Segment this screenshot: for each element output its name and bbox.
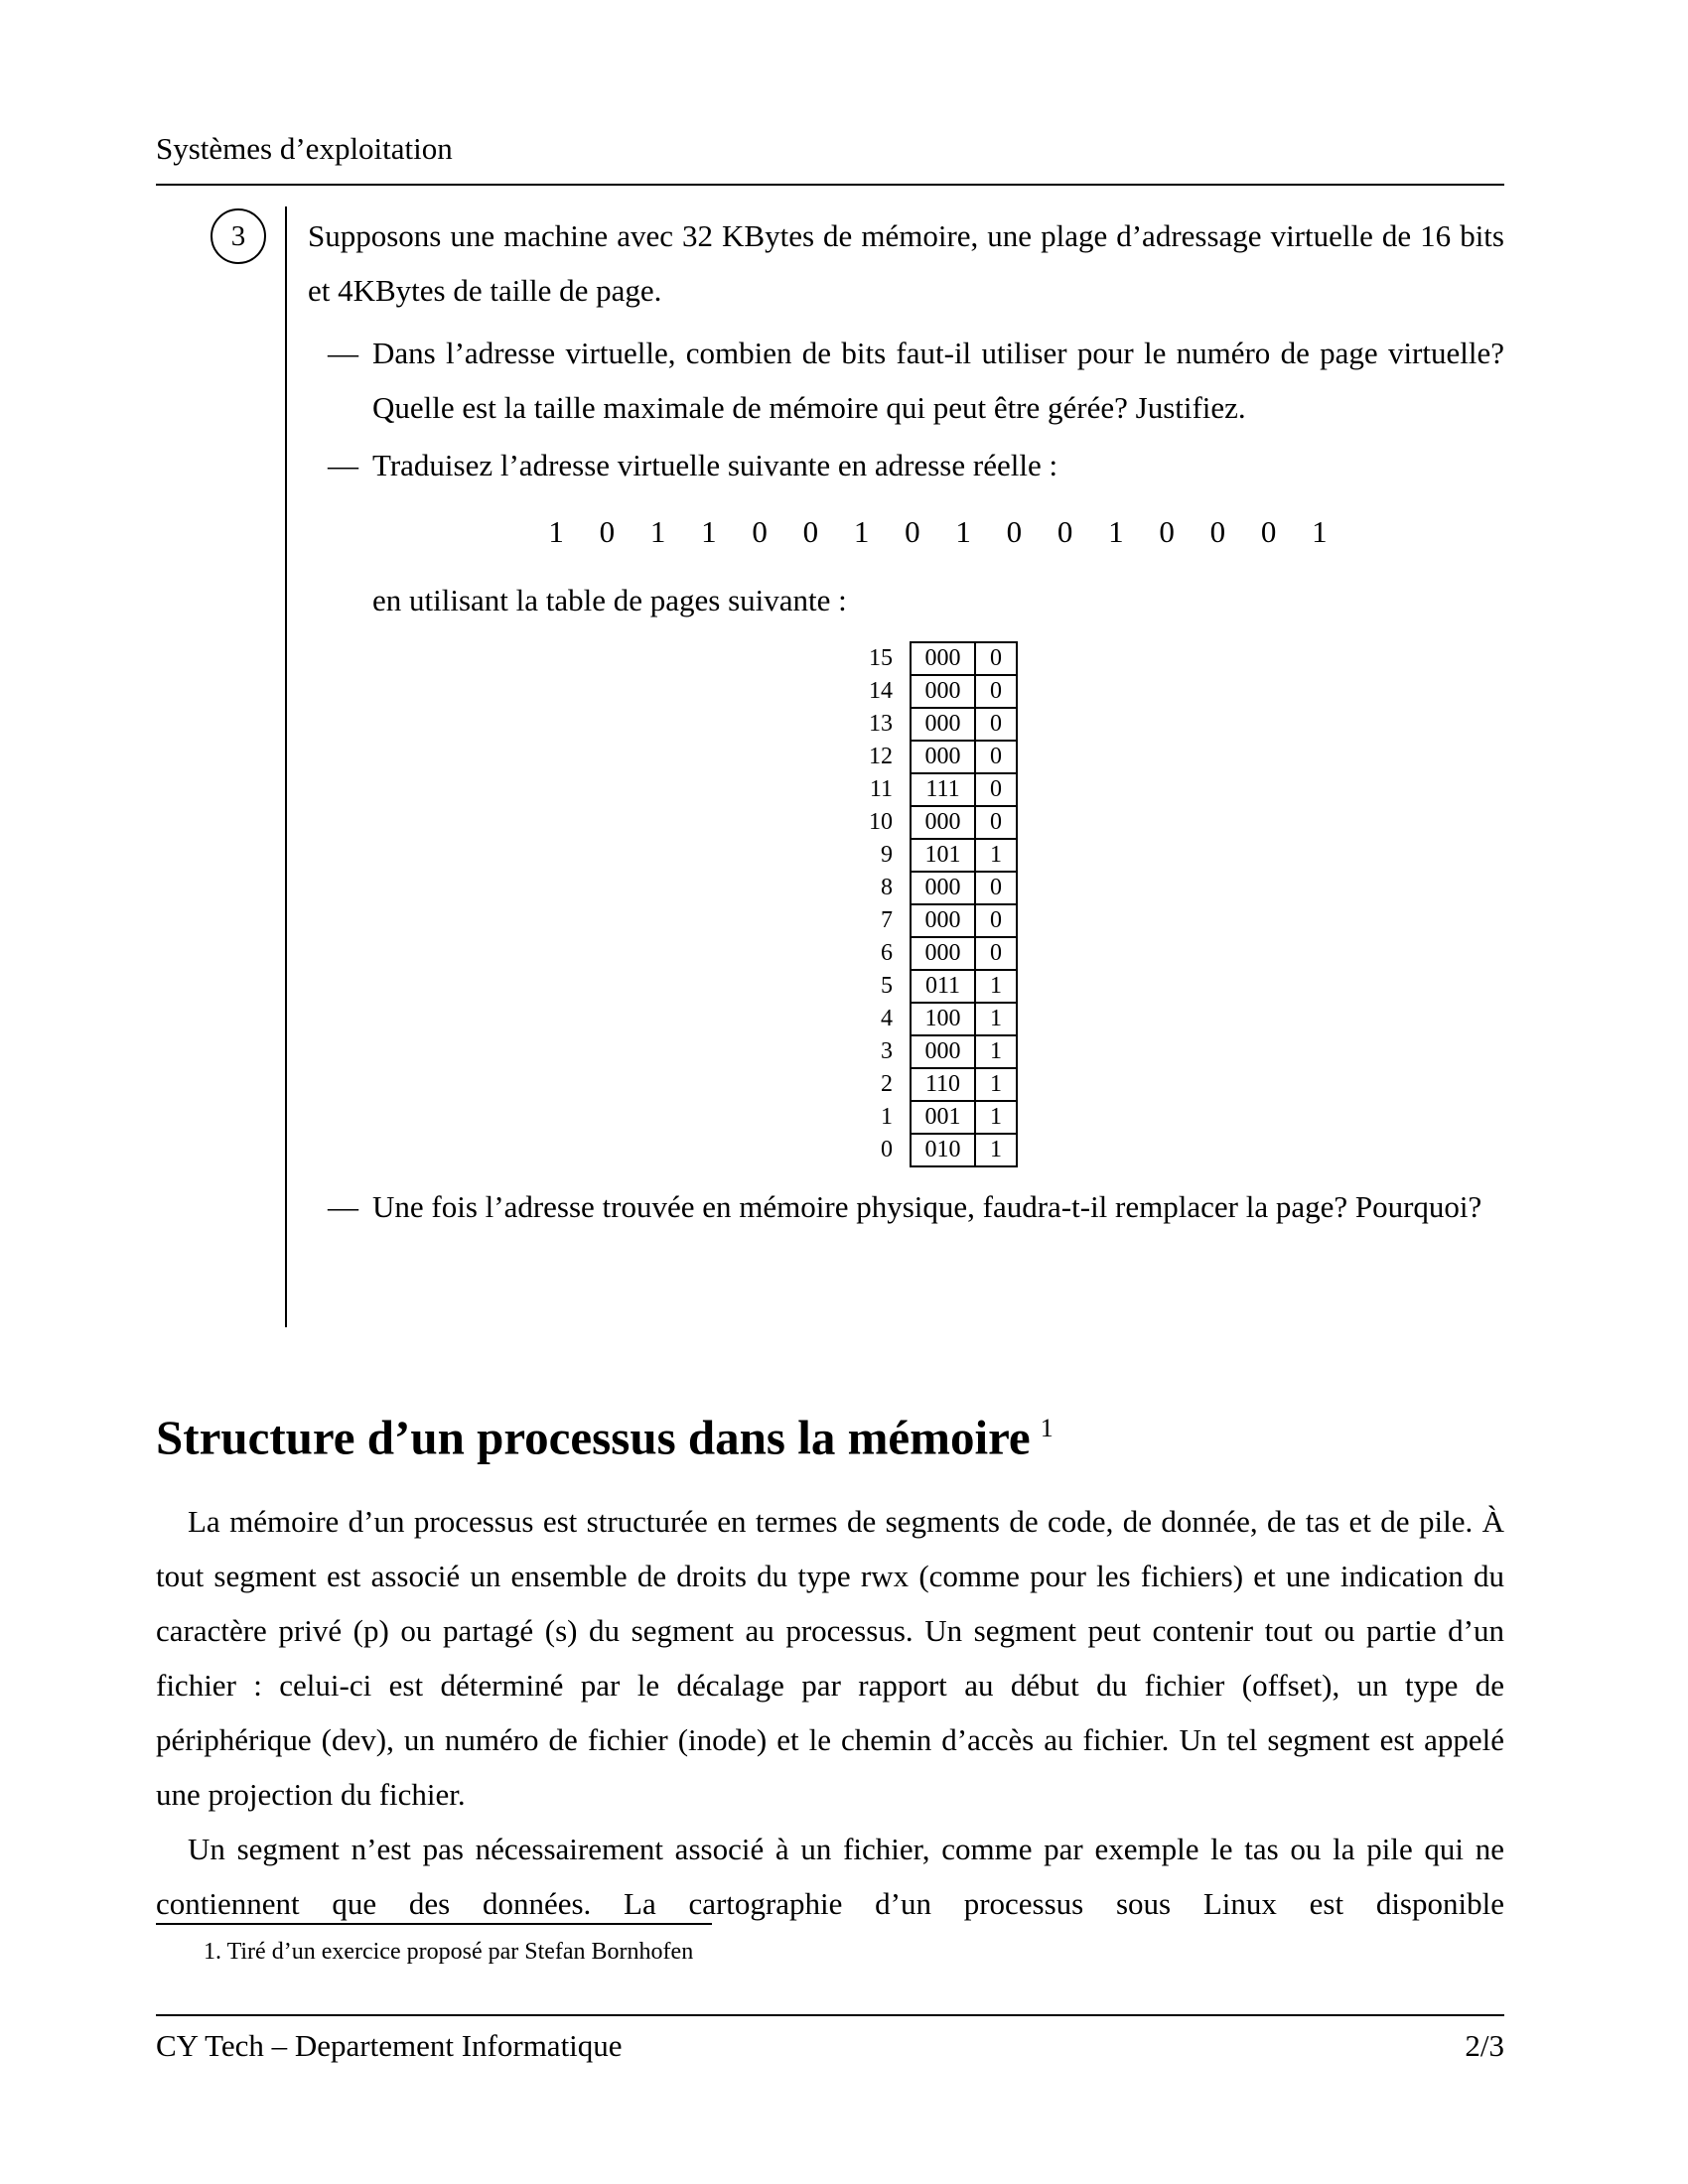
page-index-label: 12 [869, 744, 893, 769]
page-table-row [814, 1133, 1018, 1167]
present-bit-cell: 0 [974, 903, 1018, 938]
present-bit-cell: 1 [974, 1067, 1018, 1102]
present-bit-cell: 0 [974, 871, 1018, 905]
frame-value-cell: 001 [910, 1100, 976, 1135]
frame-value-cell: 000 [910, 871, 976, 905]
section-title-text: Structure d’un processus dans la mémoire [156, 1410, 1031, 1465]
footnote-text: 1. Tiré d’un exercice proposé par Stefan Bornhofen [204, 1939, 694, 1966]
list-item [328, 1179, 1504, 1234]
page-index-label: 10 [869, 809, 893, 835]
page-table-row [814, 1067, 1018, 1102]
page-index-label: 15 [869, 645, 893, 671]
footer-left-text: CY Tech – Departement Informatique [156, 2028, 623, 2064]
frame-value-cell: 000 [910, 641, 976, 676]
footnote-ref-superscript: 1 [1040, 1414, 1054, 1442]
list-item-text: Traduisez l’adresse virtuelle suivante en adresse réelle : [372, 448, 1058, 482]
page-index-label: 8 [881, 875, 893, 900]
present-bit-cell: 1 [974, 1100, 1018, 1135]
present-bit-cell: 1 [974, 1034, 1018, 1069]
frame-value-cell: 101 [910, 838, 976, 873]
page-table-row [814, 1034, 1018, 1069]
present-bit-cell: 1 [974, 1133, 1018, 1167]
exercise-vertical-rule [285, 206, 287, 1327]
page-index-label: 7 [881, 907, 893, 933]
page-table-row [814, 838, 1018, 873]
page-table-row [814, 641, 1018, 676]
page-table-row [814, 936, 1018, 971]
exercise-block [156, 206, 1504, 1327]
item-dash-marker: — [328, 1189, 358, 1224]
present-bit-cell: 0 [974, 674, 1018, 709]
frame-value-cell: 110 [910, 1067, 976, 1102]
list-item [328, 438, 1504, 492]
exercise-intro: Supposons une machine avec 32 KBytes de mémoire, une plage d’adressage virtuelle de 16 bits et 4KBytes de taille de page. [308, 218, 1504, 308]
frame-value-cell: 100 [910, 1002, 976, 1036]
present-bit-cell: 0 [974, 707, 1018, 742]
header-rule [156, 184, 1504, 186]
present-bit-cell: 0 [974, 936, 1018, 971]
page-table-row [814, 871, 1018, 905]
page-table-row [814, 969, 1018, 1004]
present-bit-cell: 0 [974, 740, 1018, 774]
frame-value-cell: 000 [910, 1034, 976, 1069]
frame-value-cell: 000 [910, 805, 976, 840]
item-dash-marker: — [328, 336, 358, 370]
frame-value-cell: 000 [910, 707, 976, 742]
page-index-label: 13 [869, 711, 893, 737]
list-item-text: Une fois l’adresse trouvée en mémoire physique, faudra-t-il remplacer la page? Pourquoi? [372, 1189, 1482, 1224]
section-title [156, 1398, 1504, 1468]
page-table-row [814, 1100, 1018, 1135]
page-index-label: 6 [881, 940, 893, 966]
frame-value-cell: 010 [910, 1133, 976, 1167]
page-table-row [814, 740, 1018, 774]
page-table-row [814, 1002, 1018, 1036]
page-table [814, 641, 1018, 1167]
page-index-label: 3 [881, 1038, 893, 1064]
document-footer [156, 2024, 1504, 2068]
exercise-content [308, 206, 1504, 1234]
exercise-number-badge: 3 [211, 208, 266, 264]
frame-value-cell: 000 [910, 674, 976, 709]
present-bit-cell: 1 [974, 1002, 1018, 1036]
page-index-label: 9 [881, 842, 893, 868]
page-index-label: 11 [869, 776, 893, 802]
present-bit-cell: 1 [974, 838, 1018, 873]
present-bit-cell: 0 [974, 805, 1018, 840]
page-index-label: 1 [881, 1104, 893, 1130]
footer-page-number: 2/3 [1465, 2028, 1504, 2064]
body-paragraph: Un segment n’est pas nécessairement associé à un fichier, comme par exemple le tas ou la pile qui ne contiennent que des données. La cartographie d’un processus sous Linux est disponible [156, 1832, 1504, 1922]
frame-value-cell: 000 [910, 740, 976, 774]
present-bit-cell: 0 [974, 641, 1018, 676]
list-item [328, 326, 1504, 435]
page-table-row [814, 903, 1018, 938]
frame-value-cell: 011 [910, 969, 976, 1004]
page-table-row [814, 805, 1018, 840]
page-index-label: 2 [881, 1071, 893, 1097]
frame-value-cell: 000 [910, 936, 976, 971]
page-index-label: 4 [881, 1006, 893, 1031]
page-index-label: 5 [881, 973, 893, 999]
item-dash-marker: — [328, 448, 358, 482]
present-bit-cell: 1 [974, 969, 1018, 1004]
page-table-caption: en utilisant la table de pages suivante : [372, 583, 847, 617]
body-paragraph: La mémoire d’un processus est structurée en termes de segments de code, de donnée, de tas et de pile. À tout segment est associé un ensemble de droits du type rwx (comme pour les fichiers) et une indication du caractère privé (p) ou partagé (s) du segment au processus. Un segment peut contenir tout ou partie d’un fichier : celui-ci est déterminé par le décalage par rapport au début du fichier (offset), un type de périphérique (dev), un numéro de fichier (inode) et le chemin d’accès au fichier. Un tel segment est appelé une projection du fichier. [156, 1504, 1504, 1813]
list-item-text: Dans l’adresse virtuelle, combien de bits faut-il utiliser pour le numéro de page virtuelle? Quelle est la taille maximale de mémoire qui peut être gérée? Justifiez. [372, 336, 1504, 425]
page-index-label: 14 [869, 678, 893, 704]
page-table-row [814, 674, 1018, 709]
page-index-label: 0 [881, 1137, 893, 1162]
page-table-row [814, 772, 1018, 807]
frame-value-cell: 111 [910, 772, 976, 807]
footer-rule [156, 2014, 1504, 2016]
present-bit-cell: 0 [974, 772, 1018, 807]
page-table-row [814, 707, 1018, 742]
frame-value-cell: 000 [910, 903, 976, 938]
binary-virtual-address: 1 0 1 1 0 0 1 0 1 0 0 1 0 0 0 1 [548, 514, 1329, 549]
document-header-title: Systèmes d’exploitation [156, 131, 453, 166]
